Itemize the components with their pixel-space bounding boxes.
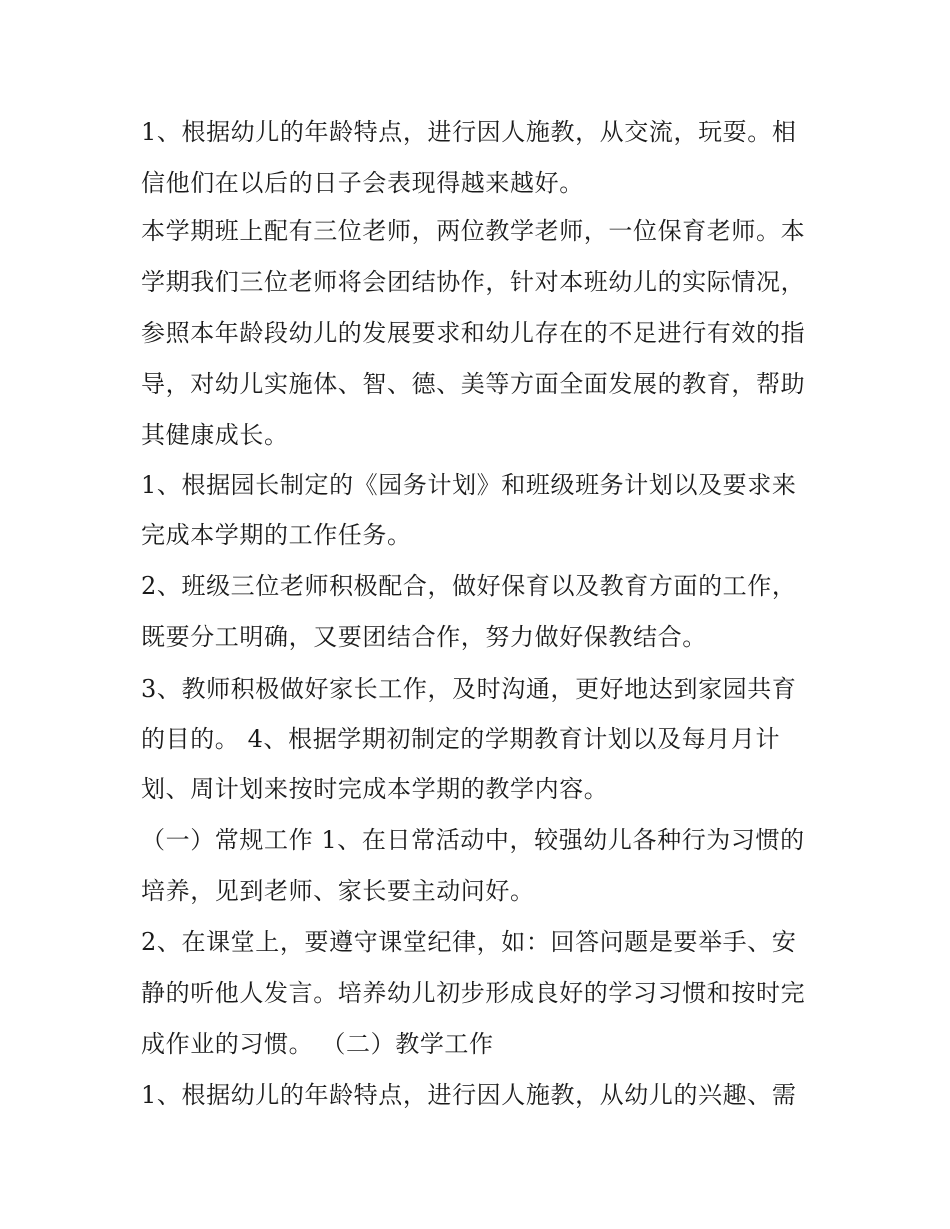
text-line: 导，对幼儿实施体、智、德、美等方面全面发展的教育，帮助 [141, 370, 806, 398]
text-line: 2、在课堂上，要遵守课堂纪律，如：回答问题是要举手、安 [141, 928, 797, 956]
text-line: 3、教师积极做好家长工作，及时沟通，更好地达到家园共育 [141, 675, 797, 703]
text-line: 本学期班上配有三位老师，两位教学老师，一位保育老师。本 [141, 217, 806, 245]
text-line: 既要分工明确，又要团结合作，努力做好保教结合。 [141, 623, 707, 651]
text-line: 2、班级三位老师积极配合，做好保育以及教育方面的工作， [141, 572, 797, 600]
text-line: 静的听他人发言。培养幼儿初步形成良好的学习习惯和按时完 [141, 979, 806, 1007]
text-line: 1、根据园长制定的《园务计划》和班级班务计划以及要求来 [141, 471, 797, 499]
text-line: 成作业的习惯。 （二）教学工作 [141, 1030, 494, 1058]
text-line: （一）常规工作 1、在日常活动中，较强幼儿各种行为习惯的 [141, 826, 805, 854]
text-line: 信他们在以后的日子会表现得越来越好。 [141, 169, 584, 197]
text-line: 其健康成长。 [141, 421, 289, 449]
text-line: 划、周计划来按时完成本学期的教学内容。 [141, 775, 609, 803]
text-line: 1、根据幼儿的年龄特点，进行因人施教，从交流，玩耍。相 [141, 118, 797, 146]
text-line: 参照本年龄段幼儿的发展要求和幼儿存在的不足进行有效的指 [141, 319, 806, 347]
text-line: 学期我们三位老师将会团结协作，针对本班幼儿的实际情况， [141, 268, 806, 296]
text-line: 的目的。 4、根据学期初制定的学期教育计划以及每月月计 [141, 725, 781, 753]
text-line: 完成本学期的工作任务。 [141, 521, 412, 549]
text-line: 培养，见到老师、家长要主动问好。 [141, 877, 535, 905]
text-line: 1、根据幼儿的年龄特点，进行因人施教，从幼儿的兴趣、需 [141, 1081, 797, 1109]
